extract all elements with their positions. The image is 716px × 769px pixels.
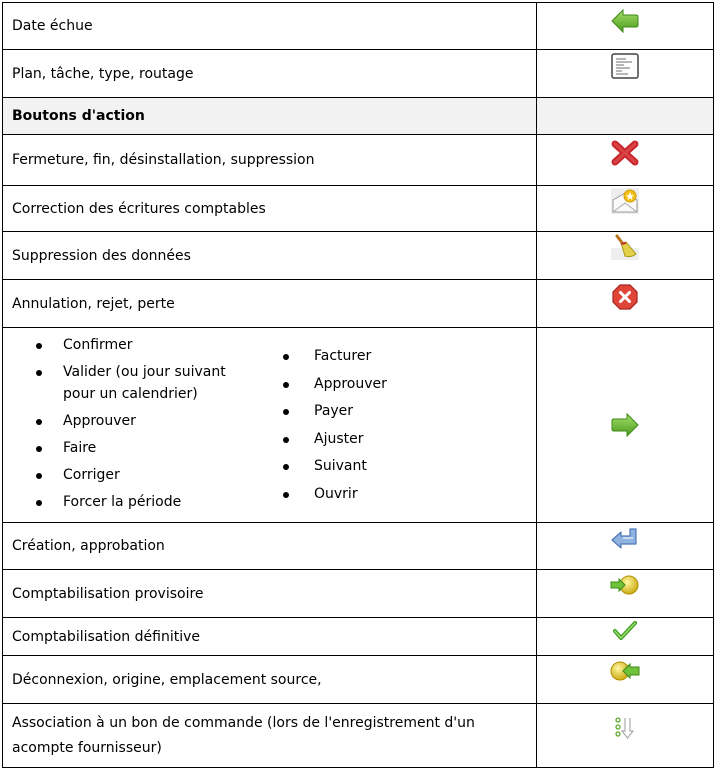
table-row	[3, 618, 714, 656]
table-row	[3, 50, 714, 98]
green-left-arrow-icon	[610, 7, 640, 35]
table-row	[3, 523, 714, 570]
table-row	[3, 656, 714, 704]
list-item: Valider (ou jour suivant pour un calendrier)	[12, 361, 243, 405]
icon-legend-table	[2, 2, 714, 768]
list-item: Ouvrir	[283, 483, 387, 505]
section-title: Boutons d'action	[3, 98, 537, 135]
list-item: Suivant	[283, 455, 387, 477]
list-item: Facturer	[283, 345, 387, 367]
row-label: Création, approbation	[3, 523, 537, 570]
row-label: Date échue	[3, 3, 537, 50]
list-item: Approuver	[283, 373, 387, 395]
document-lines-icon	[610, 52, 640, 80]
table-row	[3, 280, 714, 328]
green-right-arrow-icon	[610, 411, 640, 439]
list-item: Confirmer	[12, 334, 283, 356]
table-row	[3, 570, 714, 618]
blue-return-arrow-icon	[610, 526, 640, 552]
table-row	[3, 3, 714, 50]
table-row	[3, 186, 714, 232]
row-label: Association à un bon de commande (lors de l'enregistrement d'un acompte fournisseur)	[3, 704, 537, 768]
list-item: Forcer la période	[12, 491, 283, 513]
row-label: Annulation, rejet, perte	[3, 280, 537, 328]
section-header	[3, 98, 714, 135]
list-item: Approuver	[12, 410, 283, 432]
action-list-cell	[3, 328, 537, 523]
table-row	[3, 135, 714, 186]
table-row	[3, 232, 714, 280]
red-octagon-x-icon	[611, 283, 639, 311]
red-x-icon	[610, 139, 640, 167]
row-label: Correction des écritures comptables	[3, 186, 537, 232]
list-item: Ajuster	[283, 428, 387, 450]
coin-arrow-out-icon	[609, 658, 641, 686]
action-list-left	[12, 334, 283, 518]
row-label: Fermeture, fin, désinstallation, suppression	[3, 135, 537, 186]
arrow-into-coin-icon	[609, 572, 641, 600]
list-item: Payer	[283, 400, 387, 422]
broom-icon	[611, 234, 639, 260]
envelope-star-icon	[611, 188, 639, 214]
list-item: Faire	[12, 437, 283, 459]
table-row	[3, 704, 714, 768]
row-label: Suppression des données	[3, 232, 537, 280]
dotted-down-arrow-icon	[613, 716, 637, 742]
row-label: Comptabilisation définitive	[3, 618, 537, 656]
row-label: Comptabilisation provisoire	[3, 570, 537, 618]
green-check-icon	[613, 620, 637, 642]
action-list-right	[283, 334, 387, 518]
table-row	[3, 328, 714, 523]
row-label: Déconnexion, origine, emplacement source,	[3, 656, 537, 704]
list-item: Corriger	[12, 464, 283, 486]
row-label: Plan, tâche, type, routage	[3, 50, 537, 98]
